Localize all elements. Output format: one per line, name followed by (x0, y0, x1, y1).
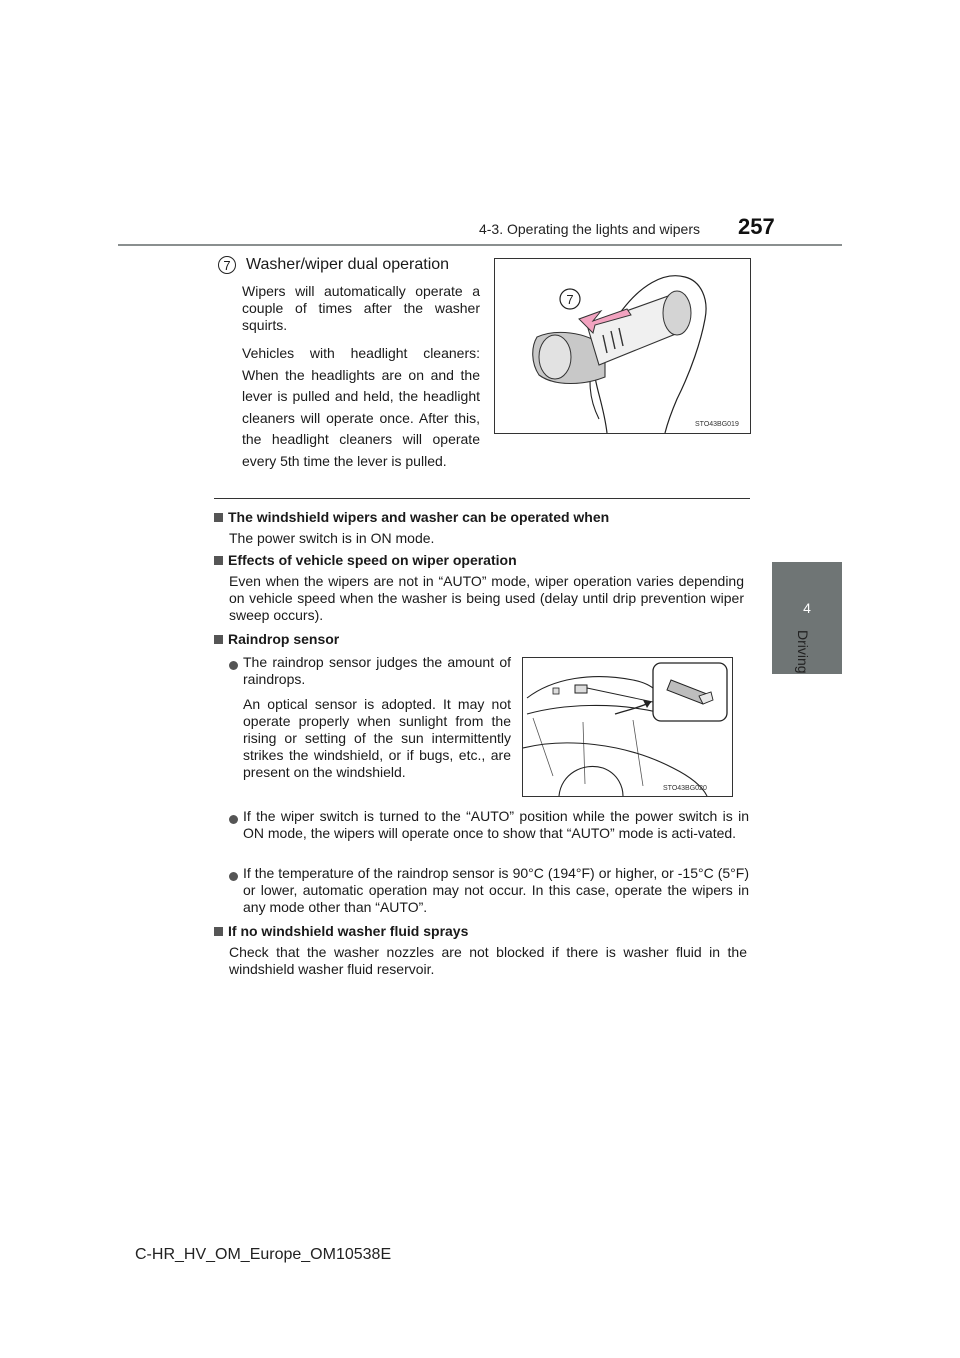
washer-item-title (218, 256, 449, 274)
chapter-number: 4 (803, 600, 811, 616)
wiper-lever-illustration (495, 259, 750, 433)
square-bullet-icon (214, 635, 223, 644)
chapter-label: Driving (795, 630, 811, 674)
note-body-vehicle-speed: Even when the wipers are not in “AUTO” mode, wiper operation varies depending on vehicle speed when the washer is being used (delay until drip prevention wiper sweep occurs). (229, 573, 744, 623)
document-id: C-HR_HV_OM_Europe_OM10538E (135, 1246, 392, 1263)
washer-item-heading: Washer/wiper dual operation (246, 256, 450, 273)
round-bullet-icon (229, 811, 243, 829)
square-bullet-icon (214, 927, 223, 936)
figure-code-1: STO43BG019 (695, 421, 739, 428)
section-divider (214, 498, 750, 499)
note-heading-no-spray: If no windshield washer fluid sprays (214, 923, 468, 939)
raindrop-bullet-3: If the temperature of the raindrop sensor is 90°C (194°F) or higher, or -15°C (5°F) or lower, automatic operation may not occur. In this case, operate the wipers in any mode other than “AUTO”. (243, 865, 749, 915)
raindrop-bullet-1a: The raindrop sensor judges the amount of raindrops. (243, 654, 511, 687)
raindrop-bullet-2: If the wiper switch is turned to the “AUTO” position while the power switch is in ON mode, the wipers will operate once to show that “AUTO” mode is acti-vated. (243, 808, 749, 841)
raindrop-sensor-figure (522, 657, 733, 797)
note-body-operated-when: The power switch is in ON mode. (229, 530, 435, 546)
header-rule (118, 244, 842, 246)
note-heading-raindrop-sensor: Raindrop sensor (214, 631, 339, 647)
section-title: 4-3. Operating the lights and wipers (478, 221, 700, 237)
washer-paragraph-1: Wipers will automatically operate a couple of times after the washer squirts. (242, 283, 480, 333)
raindrop-bullet-1b: An optical sensor is adopted. It may not operate properly when sunlight from the rising or setting of the sun intermittently strikes the windshield, or if bugs, etc., are present on the windshield. (243, 696, 511, 780)
note-heading-operated-when: The windshield wipers and washer can be operated when (214, 509, 609, 525)
page-number: 257 (738, 214, 775, 239)
washer-paragraph-2: Vehicles with headlight cleaners: When the headlights are on and the lever is pulled and held, the headlight cleaners will operate once. After this, the headlight cleaners will operate every 5th time the lever is pulled. (242, 345, 480, 469)
note-body-no-spray: Check that the washer nozzles are not blocked if there is washer fluid in the windshield washer fluid reservoir. (229, 944, 747, 977)
round-bullet-icon (229, 657, 243, 675)
square-bullet-icon (214, 513, 223, 522)
car-windshield-illustration (523, 658, 732, 796)
square-bullet-icon (214, 556, 223, 565)
callout-7-label: 7 (566, 292, 574, 307)
note-heading-vehicle-speed: Effects of vehicle speed on wiper operation (214, 552, 517, 568)
wiper-lever-figure (494, 258, 751, 434)
item-number-badge: 7 (218, 256, 236, 274)
round-bullet-icon (229, 868, 243, 886)
figure-code-2: STO43BG020 (663, 785, 707, 792)
